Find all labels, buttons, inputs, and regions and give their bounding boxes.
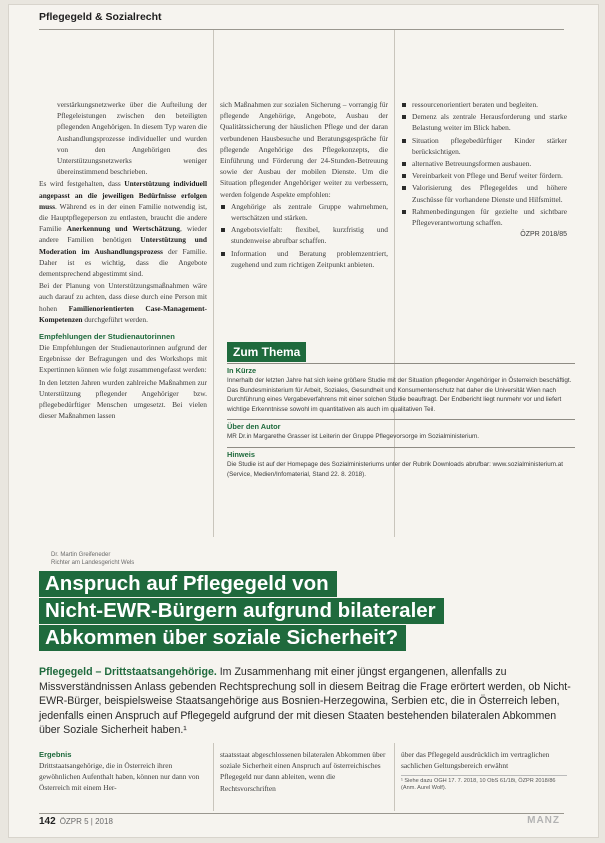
section-text: MR Dr.in Margarethe Grasser ist Leiterin der Gruppe Pflegevorsorge im Sozialministerium. xyxy=(227,433,479,441)
recommendation-list xyxy=(401,99,567,228)
source-reference: ÖZPR 2018/85 xyxy=(520,231,567,239)
paragraph: In den letzten Jahren wurden zahlreiche Maßnahmen zur Unterstützung pflegender Angehöriger bzw. pflegebedürftiger Menschen umgesetzt. Bei vielen dieser Maßnahmen lassen xyxy=(39,377,207,421)
title-line: Abkommen über soziale Sicherheit? xyxy=(39,625,406,651)
text-column-2 xyxy=(220,99,388,271)
lead-text: Im Zusammenhang mit einer jüngst ergangenen, allenfalls zu Missverständnissen Anlass gebenden Rechtsprechung soll in diesem Beitrag die Frage erörtert werden, ob Nicht-EWR-Bürger, beispielsweise Staatsangehörige aus Bosnien-Herzegowina, Serbien etc, die in Österreich leben, jedenfalls einen Anspruch auf Pflegegeld aufgrund der mit diesen Staaten bestehenden bilateralen Abkommen über Soziale Sicherheit haben.¹ xyxy=(39,666,571,736)
section-heading: Ergebnis xyxy=(39,750,72,759)
title-line: Nicht-EWR-Bürgern aufgrund bilateraler xyxy=(39,598,444,624)
section-text: Innerhalb der letzten Jahre hat sich keine größere Studie mit der Situation pflegender Angehöriger in Österreich beschäftigt. Das Bundesministerium für Arbeit, Soziales, Gesundheit und Konsumentenschutz hat daher die Universität Wien nach Durchführung eines Vergabeverfahrens mit einer solchen Studie beauftragt. Der Endbericht liegt nunmehr vor und liefert wichtige Erkenntnisse sowohl im quantitativen als auch im qualitativen Teil. xyxy=(227,377,572,413)
footnote: ¹ Siehe dazu OGH 17. 7. 2018, 10 ObS 61/18i, ÖZPR 2018/86 (Anm. Aurel Wolf). xyxy=(401,775,567,792)
document-page xyxy=(8,4,599,838)
title-line: Anspruch auf Pflegegeld von xyxy=(39,571,337,597)
list-item: alternative Betreuungsformen ausbauen. xyxy=(401,158,567,169)
journal-issue: ÖZPR 5 | 2018 xyxy=(59,817,113,826)
running-header: Pflegegeld & Sozialrecht xyxy=(39,11,162,23)
page-number: 142 xyxy=(39,816,56,827)
section-heading: Empfehlungen der Studienautorinnen xyxy=(39,332,175,342)
paragraph: Die Empfehlungen der Studienautorinnen aufgrund der Ergebnisse der Befragungen und des Workshops mit Expertinnen können wie folgt zusammengefasst werden: xyxy=(39,343,207,375)
paragraph: Bei der Planung von Unterstützungsmaßnahmen wäre auch darauf zu achten, dass diese durch eine Person mit hohen Familienorientierten Case-Management-Kompetenzen durchgeführt werden. xyxy=(39,281,207,324)
section-label: Hinweis xyxy=(227,449,255,459)
column-divider xyxy=(394,743,395,811)
paragraph: verstärkungsnetzwerke über die Aufteilung der Pflegeleistungen zwischen den beteiligten pflegenden Angehörigen. In diesem Typ waren die Aushandlungsprozesse individueller und wurden von den Angehörigen des Unterstützungsnetzwerks weniger übereinstimmend beschrieben. xyxy=(57,100,207,177)
column-divider xyxy=(213,30,214,537)
lead-label: Pflegegeld – Drittstaatsangehörige. xyxy=(39,666,217,678)
page-footer xyxy=(39,816,113,827)
paragraph: Drittstaatsangehörige, die in Österreich ihren gewöhnlichen Aufenthalt haben, können nur dann von Österreich mit einem Her- xyxy=(39,761,200,793)
section-label: Über den Autor xyxy=(227,422,281,432)
footer-rule xyxy=(39,813,564,814)
paragraph: Es wird festgehalten, dass Unterstützung individuell angepasst an die jeweiligen Bedürfnisse erfolgen muss. Während es in der einen Familie notwendig ist, die Hauptpflegeperson zu entlasten, braucht die andere Familie Anerkennung und Wertschätzung, wieder andere Familien benötigen Unterstützung und Moderation im Aushandlungsprozess der Familie. Daher ist es wichtig, dass die Angebote dementsprechend abgestimmt sind. xyxy=(39,179,207,279)
list-item: Situation pflegebedürftiger Kinder stärker berücksichtigen. xyxy=(401,135,567,157)
publisher-logo: MANZ xyxy=(527,815,560,826)
text-column-3 xyxy=(401,99,567,240)
zum-thema-heading: Zum Thema xyxy=(227,342,306,362)
recommendation-list xyxy=(220,201,388,270)
header-rule xyxy=(39,29,564,30)
paragraph: sich Maßnahmen zur sozialen Sicherung – vorrangig für pflegende Angehörige, Angebote, Ausbau der Qualitätssicherung der häuslichen Pflege und der daran verbundenen Hausbesuche und Beratungsgespräche für pflegende Angehörige des Pflegekonzepts, die Einführung und Förderung der 24-Stunden-Betreuung sowie der Ausbau der mobilen Dienste. Um die Situation pflegender Angehöriger weiter zu verbessern, werden folgende Aspekte empfohlen: xyxy=(220,100,388,199)
list-item: Information und Beratung problemzentriert, zugehend und zum richtigen Zeitpunkt anbieten. xyxy=(220,248,388,270)
in-kuerze-section xyxy=(227,363,575,414)
article-title xyxy=(39,571,444,652)
article-lead xyxy=(39,665,579,738)
section-label: In Kürze xyxy=(227,366,257,375)
author-byline xyxy=(51,552,134,567)
ueber-den-autor-section xyxy=(227,419,575,442)
author-role: Richter am Landesgericht Wels xyxy=(51,559,135,566)
list-item: Rahmenbedingungen für gezielte und sichtbare Pflegeverantwortung schaffen. xyxy=(401,206,567,228)
list-item: ressourcenorientiert beraten und begleiten. xyxy=(401,99,567,110)
text-column-1 xyxy=(39,99,207,422)
list-item: Demenz als zentrale Herausforderung und starke Belastung weiter im Blick haben. xyxy=(401,111,567,133)
list-item: Vereinbarkeit von Pflege und Beruf weiter fördern. xyxy=(401,170,567,181)
paragraph: staatsstaat abgeschlossenen bilateralen Abkommen über soziale Sicherheit einen Anspruch auf österreichisches Pflegegeld nur dann ableiten, wenn die Rechtsvorschriften xyxy=(220,750,386,793)
paragraph: über das Pflegegeld ausdrücklich im vertraglichen sachlichen Geltungsbereich erwähnt xyxy=(401,750,550,771)
list-item: Angebotsvielfalt: flexibel, kurzfristig und stundenweise abrufbar schaffen. xyxy=(220,224,388,246)
body-column-1 xyxy=(39,749,207,794)
list-item: Valorisierung des Pflegegeldes und höhere Zuschüsse für vorhandene Dienste und Hilfsmittel. xyxy=(401,182,567,204)
zum-thema-box xyxy=(227,363,575,484)
column-divider xyxy=(213,743,214,811)
author-name: Dr. Martin Greifeneder xyxy=(51,552,111,558)
section-text: Die Studie ist auf der Homepage des Sozialministeriums unter der Rubrik Downloads abrufbar: www.sozialministerium.at (Service, Medien/Infomaterial, Stand 22. 8. 2018). xyxy=(227,460,563,478)
body-column-2 xyxy=(220,749,388,794)
list-item: Angehörige als zentrale Gruppe wahrnehmen, wertschätzen und stärken. xyxy=(220,201,388,223)
body-column-3 xyxy=(401,749,567,792)
hinweis-section xyxy=(227,447,575,479)
